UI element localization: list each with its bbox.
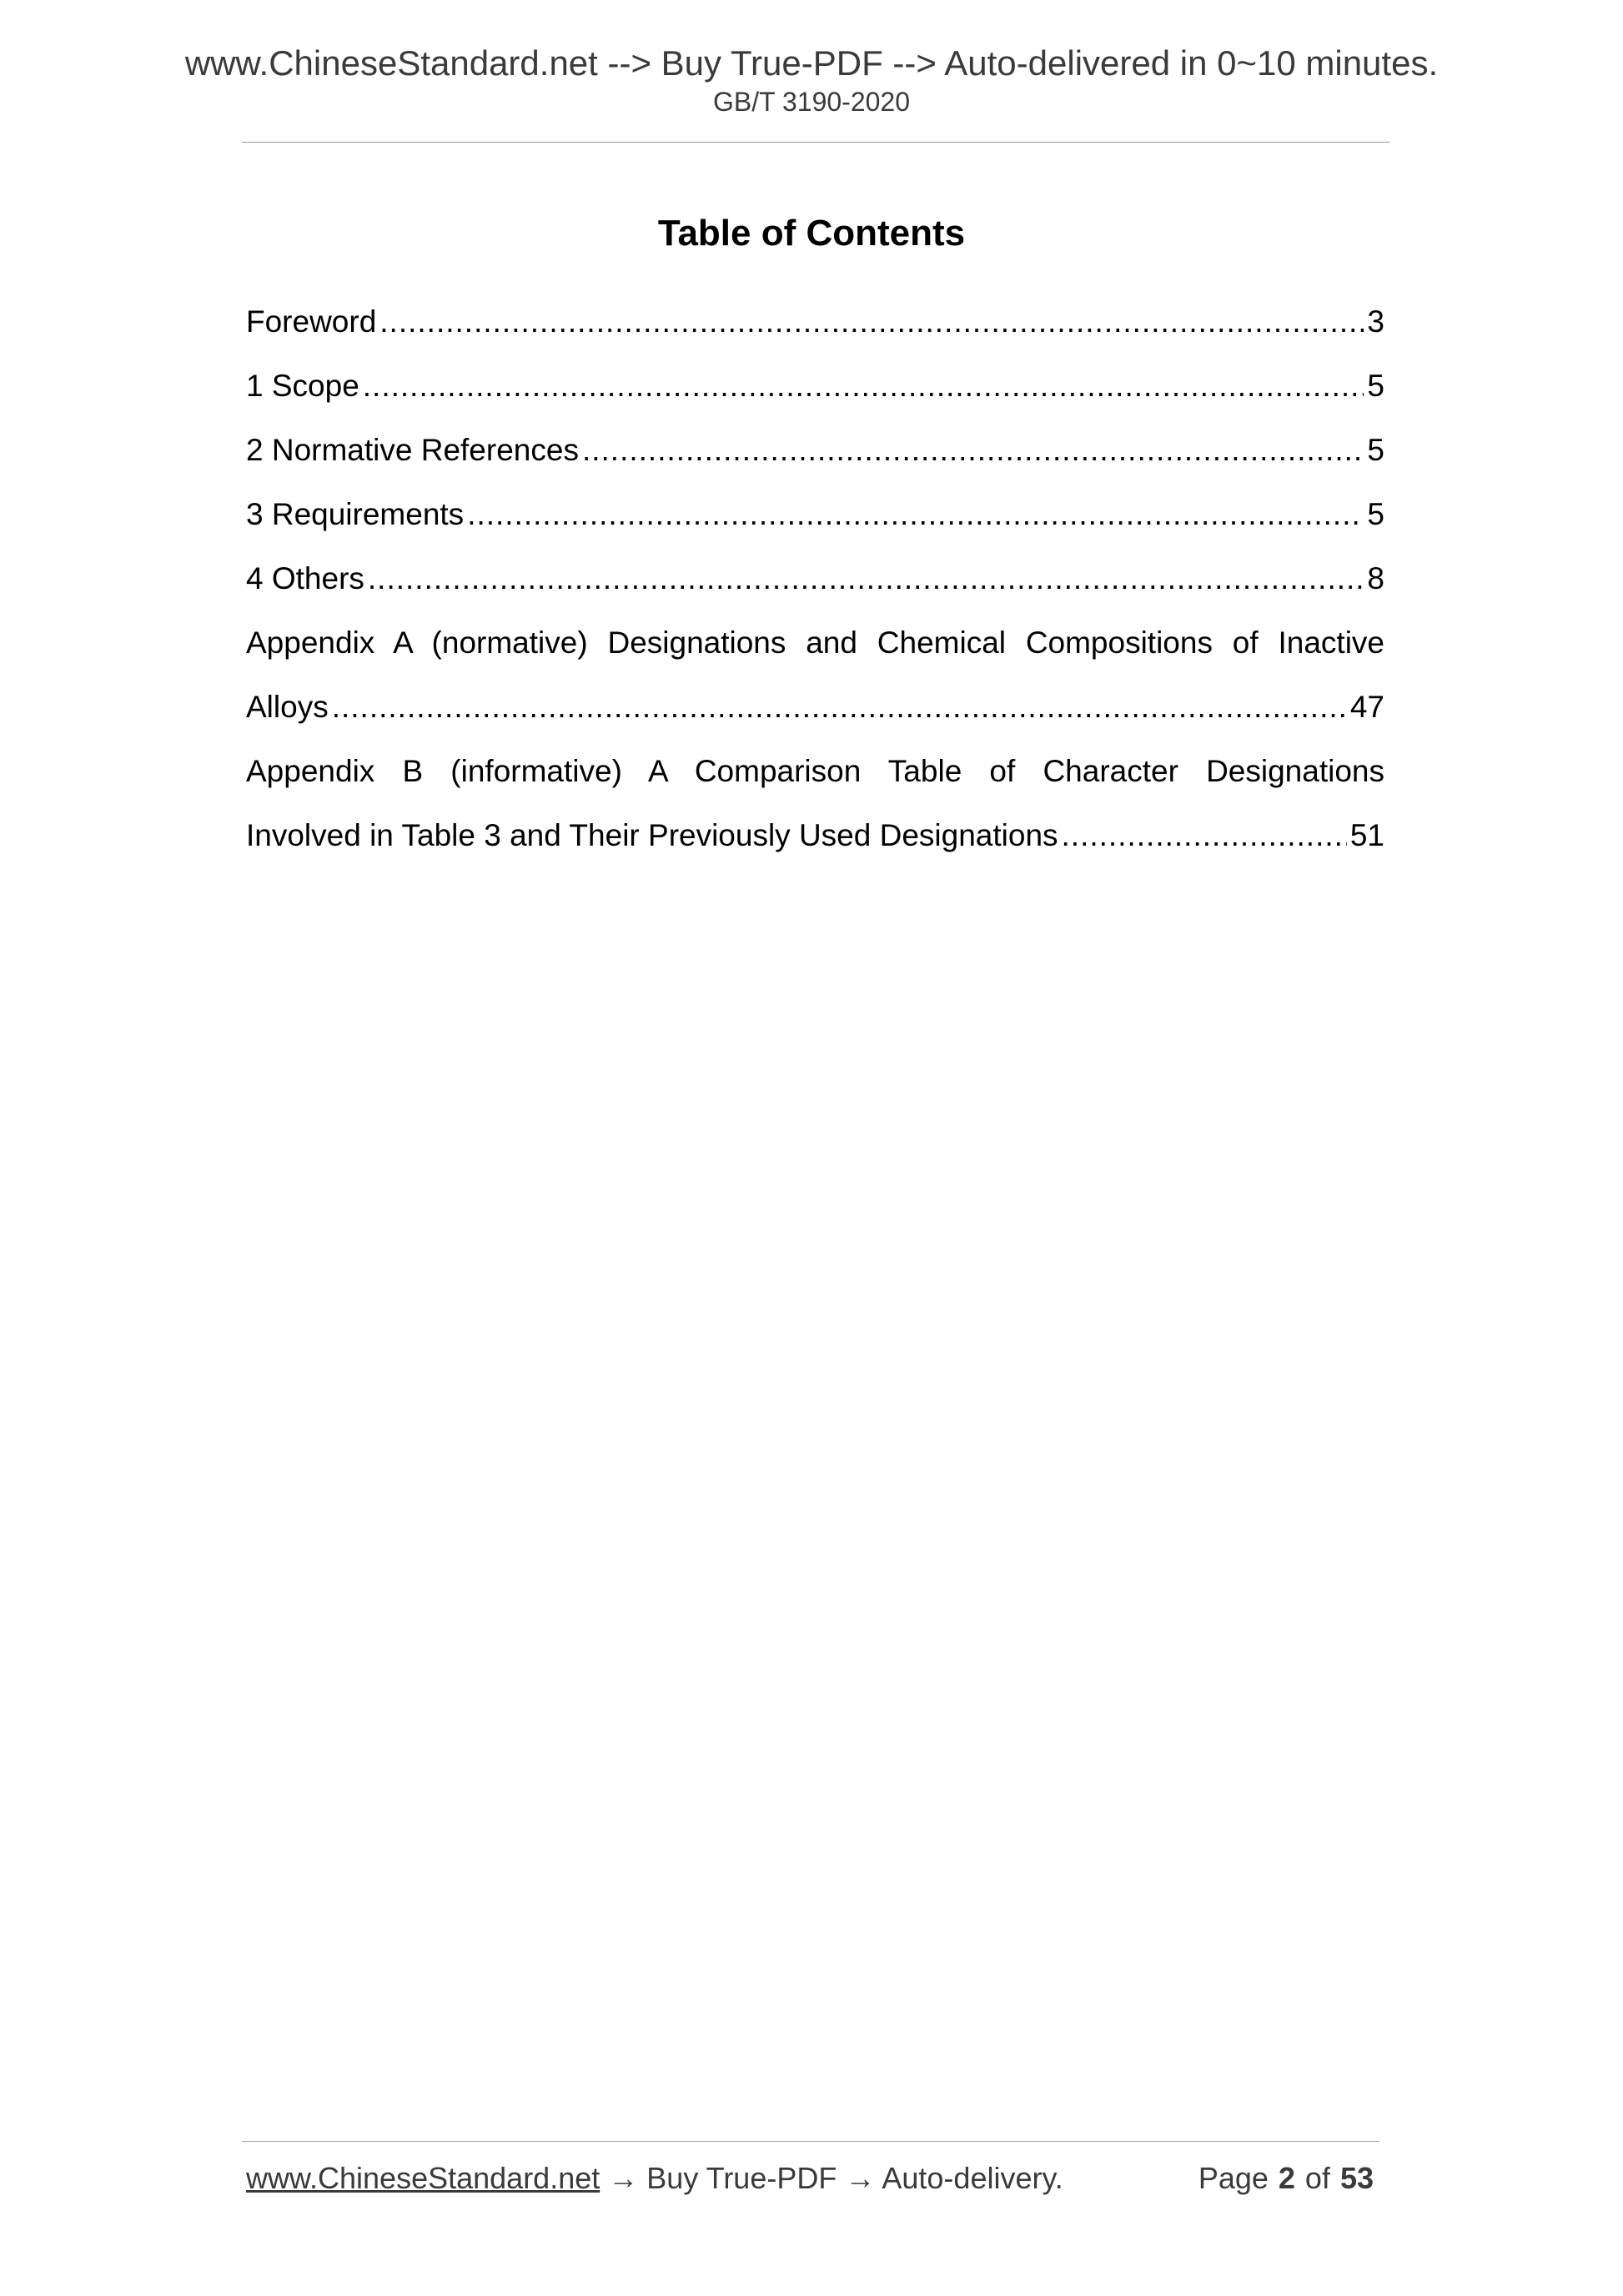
toc-entry-scope[interactable] xyxy=(246,354,1384,418)
total-pages: 53 xyxy=(1339,2161,1374,2195)
footer-buy-text: Buy True-PDF xyxy=(646,2161,837,2195)
toc-entry-label: 2 Normative References xyxy=(246,433,579,467)
toc-entry-label: Foreword xyxy=(246,304,377,339)
footer-delivery-text: Auto-delivery. xyxy=(882,2161,1063,2195)
page-word: Page xyxy=(1198,2161,1269,2195)
footer-divider xyxy=(242,2141,1379,2142)
toc-entry-label: 3 Requirements xyxy=(246,497,465,531)
toc-entry-page: 47 xyxy=(1349,690,1384,724)
footer-site-link[interactable]: www.ChineseStandard.net xyxy=(246,2161,600,2195)
toc-title: Table of Contents xyxy=(657,213,966,254)
header-divider xyxy=(242,142,1389,143)
toc-entry-foreword[interactable] xyxy=(246,289,1384,354)
toc-entry-page: 3 xyxy=(1367,304,1384,339)
toc-entry-page: 5 xyxy=(1367,497,1384,531)
page-indicator xyxy=(1198,2160,1374,2196)
dot-leader xyxy=(368,563,1364,594)
arrow-right-icon: → xyxy=(845,2161,876,2195)
dot-leader xyxy=(363,370,1364,401)
toc-entry-normative-references[interactable] xyxy=(246,418,1384,482)
toc-entry-page: 5 xyxy=(1367,369,1384,403)
dot-leader xyxy=(1062,820,1347,851)
toc-entry-page: 51 xyxy=(1349,818,1384,852)
table-of-contents xyxy=(246,289,1384,867)
toc-entry-requirements[interactable] xyxy=(246,482,1384,546)
toc-entry-others[interactable] xyxy=(246,546,1384,610)
toc-entry-label: Alloys xyxy=(246,690,329,724)
toc-entry-appendix-b-line1[interactable]: Appendix B (informative) A Comparison Table of Character Designations xyxy=(246,754,1384,788)
toc-entry-appendix-b[interactable] xyxy=(246,803,1384,867)
toc-entry-page: 8 xyxy=(1367,561,1384,595)
of-word: of xyxy=(1304,2161,1330,2195)
dot-leader xyxy=(379,306,1364,337)
dot-leader xyxy=(582,435,1364,465)
standard-id: GB/T 3190-2020 xyxy=(712,87,910,117)
page-footer xyxy=(246,2160,1374,2196)
toc-entry-appendix-a[interactable] xyxy=(246,675,1384,739)
toc-entry-page: 5 xyxy=(1367,433,1384,467)
toc-entry-label: 1 Scope xyxy=(246,369,359,403)
toc-entry-label: 4 Others xyxy=(246,561,364,595)
header-banner: www.ChineseStandard.net --> Buy True-PDF --> Auto-delivered in 0~10 minutes. xyxy=(184,43,1439,83)
toc-entry-label: Involved in Table 3 and Their Previously Used Designations xyxy=(246,818,1058,852)
dot-leader xyxy=(467,499,1364,530)
arrow-right-icon: → xyxy=(608,2161,639,2195)
dot-leader xyxy=(332,691,1347,722)
current-page-number: 2 xyxy=(1278,2161,1295,2195)
toc-entry-appendix-a-line1[interactable]: Appendix A (normative) Designations and Chemical Compositions of Inactive xyxy=(246,625,1384,660)
